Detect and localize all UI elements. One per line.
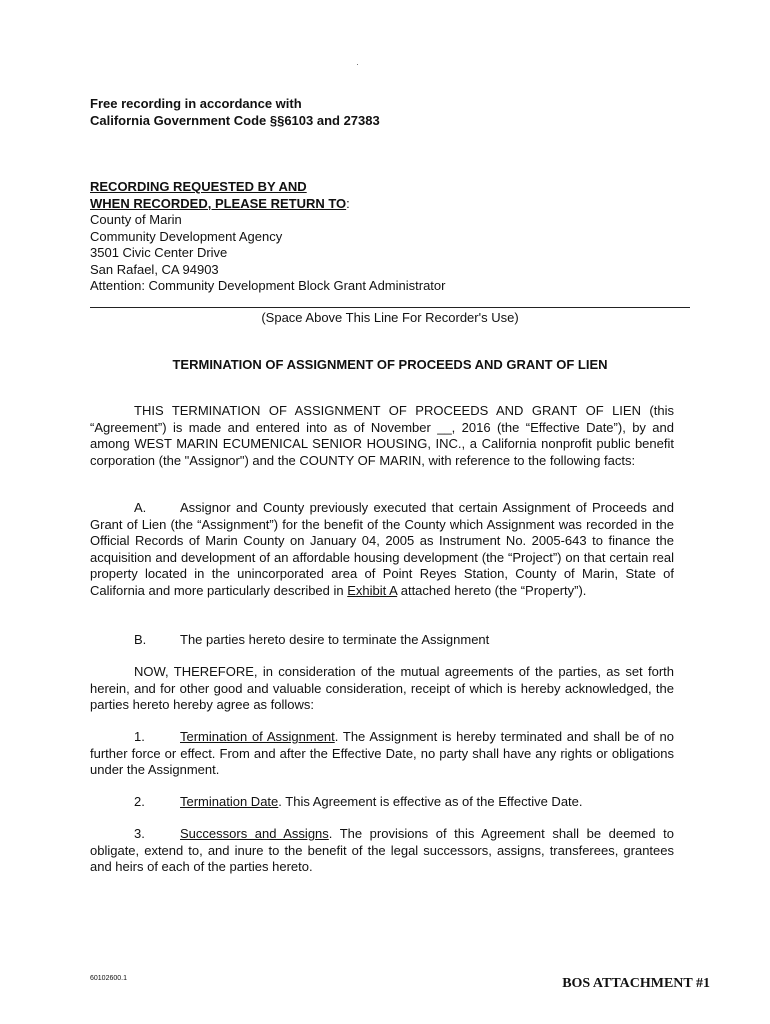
intro-paragraph bbox=[90, 403, 674, 469]
section-3-text: . The provisions of this Agreement shall be deemed to obligate, extend to, and inure to the benefit of the legal successors, assigns, transferees, grantees and heirs of each of the parties hereto. bbox=[90, 826, 674, 874]
return-address-line: 3501 Civic Center Drive bbox=[90, 245, 228, 260]
return-address-line: County of Marin bbox=[90, 212, 182, 227]
section-3-number: 3. bbox=[134, 826, 145, 841]
return-address-line: San Rafael, CA 94903 bbox=[90, 261, 219, 277]
recital-a-text: Assignor and County previously executed that certain Assignment of Proceeds and Grant of Lien (the “Assignment”) for the benefit of the County which Assignment was recorded in the Official Records of Marin County on January 04, 2005 as Instrument No. 2005-643 to finance the acquisition and development of an affordable housing development (the “Project”) on that certain real property located in the unincorporated area of Point Reyes Station, County of Marin, State of California and more particularly described in bbox=[90, 500, 674, 598]
recording-requested-colon: : bbox=[346, 195, 350, 211]
section-1-heading: Termination of Assignment bbox=[180, 729, 335, 744]
document-id: 60102600.1 bbox=[90, 975, 127, 982]
now-therefore-text: NOW, THEREFORE, in consideration of the mutual agreements of the parties, as set forth herein, and for other good and valuable consideration, receipt of which is hereby acknowledged, the parties hereto hereby agree as follows: bbox=[90, 664, 674, 712]
return-address-line: Attention: Community Development Block Grant Administrator bbox=[90, 278, 446, 293]
section-2-text: . This Agreement is effective as of the Effective Date. bbox=[278, 794, 583, 809]
recital-b-text: The parties hereto desire to terminate the Assignment bbox=[180, 632, 490, 647]
recorder-divider-line bbox=[90, 307, 690, 308]
section-2 bbox=[90, 794, 674, 811]
recording-requested-heading-2-line bbox=[90, 196, 690, 213]
recital-a-label: A. bbox=[134, 500, 147, 515]
exhibit-a-reference: Exhibit A bbox=[347, 582, 398, 598]
free-recording-line-2: California Government Code §§6103 and 27383 bbox=[90, 112, 380, 128]
section-3 bbox=[90, 826, 674, 876]
recording-requested-block bbox=[90, 179, 690, 295]
section-3-heading: Successors and Assigns bbox=[180, 826, 329, 841]
free-recording-line-1: Free recording in accordance with bbox=[90, 96, 302, 111]
section-1-number: 1. bbox=[134, 729, 145, 744]
section-2-number: 2. bbox=[134, 794, 145, 809]
recording-requested-heading-2: WHEN RECORDED, PLEASE RETURN TO bbox=[90, 195, 347, 211]
recording-requested-heading-1: RECORDING REQUESTED BY AND bbox=[90, 179, 307, 194]
section-2-heading: Termination Date bbox=[180, 794, 279, 809]
section-1 bbox=[90, 729, 674, 779]
document-title: TERMINATION OF ASSIGNMENT OF PROCEEDS AND GRANT OF LIEN bbox=[172, 357, 608, 372]
free-recording-notice bbox=[90, 96, 690, 129]
recital-a bbox=[90, 500, 674, 599]
intro-text: THIS TERMINATION OF ASSIGNMENT OF PROCEEDS AND GRANT OF LIEN (this “Agreement”) is made and entered into as of November __, 2016 (the “Effective Date”), by and among WEST MARIN ECUMENICAL SENIOR HOUSING, INC., a California nonprofit public benefit corporation (the "Assignor") and the COUNTY OF MARIN, with reference to the following facts: bbox=[90, 403, 674, 468]
recorder-space-note: (Space Above This Line For Recorder's Use) bbox=[261, 310, 519, 325]
bos-attachment-label: BOS ATTACHMENT #1 bbox=[562, 976, 710, 991]
section-1-text: . The Assignment is hereby terminated and shall be of no further force or effect. From and after the Effective Date, no party shall have any rights or obligations under the Assignment. bbox=[90, 729, 674, 777]
scan-speck bbox=[357, 64, 358, 65]
recital-a-text-end: attached hereto (the “Property”). bbox=[397, 582, 587, 598]
recital-b-label: B. bbox=[134, 632, 147, 647]
return-address-line: Community Development Agency bbox=[90, 228, 283, 244]
recital-b bbox=[90, 632, 674, 649]
now-therefore-paragraph bbox=[90, 664, 674, 714]
